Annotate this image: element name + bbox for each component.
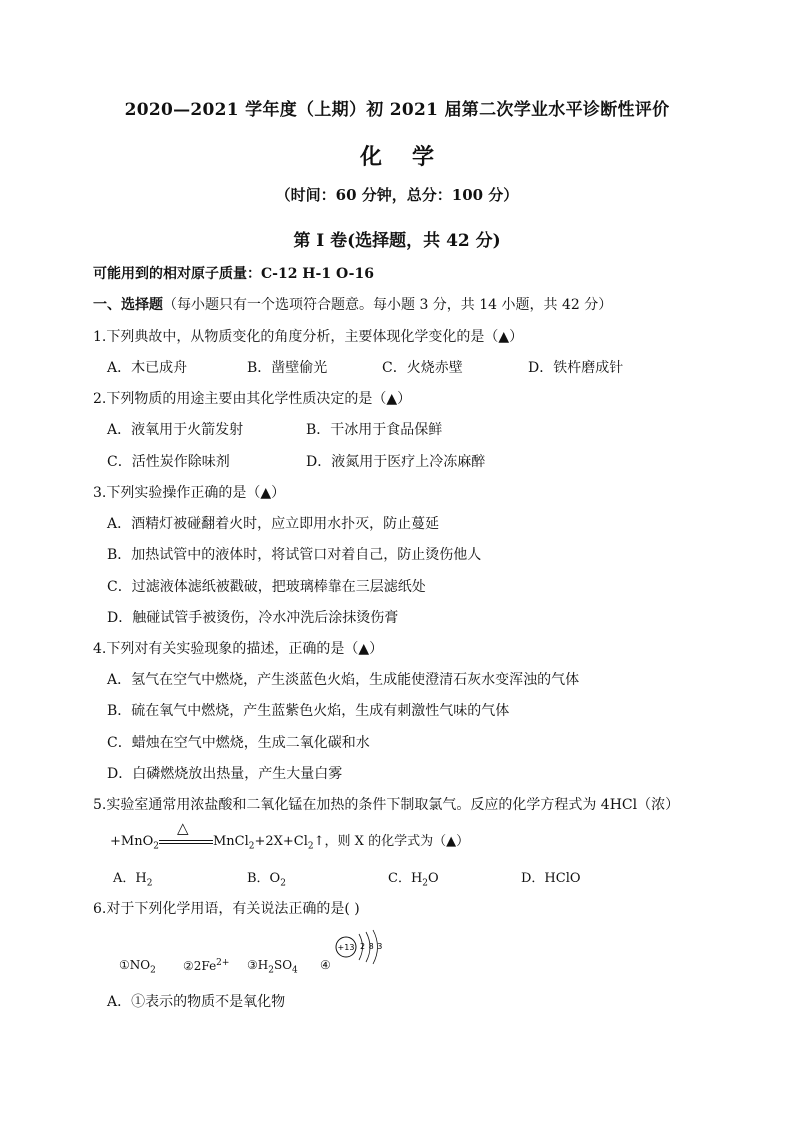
q2-option-a: A．液氧用于火箭发射 <box>107 422 244 438</box>
q6-stem: 6.对于下列化学用语，有关说法正确的是( ) <box>93 901 360 917</box>
equals-line-top <box>159 840 213 841</box>
atom-structure-diagram <box>333 928 393 972</box>
q5-option-d: D．HClO <box>521 871 581 886</box>
heat-condition-arrow <box>159 818 213 849</box>
q3-option-d: D．触碰试管手被烫伤，冷水冲洗后涂抹烫伤膏 <box>107 610 399 626</box>
part1-label: 一、选择题 <box>93 297 163 313</box>
q1-option-c: C．火烧赤壁 <box>382 360 463 376</box>
q1-option-d: D．铁杵磨成针 <box>528 360 624 376</box>
subject-title: 化学 <box>359 144 464 170</box>
exam-time-info: （时间：60 分钟，总分：100 分） <box>275 186 519 204</box>
part1-heading <box>93 294 612 314</box>
part1-desc: （每小题只有一个选项符合题意。每小题 3 分，共 14 小题，共 42 分） <box>163 297 613 313</box>
q2-option-d: D．液氮用于医疗上冷冻麻醉 <box>306 454 486 470</box>
q3-stem: 3.下列实验操作正确的是（▲） <box>93 485 286 501</box>
q5-option-a: A．$H_2$ <box>113 871 153 889</box>
q6-item-2: $②2Fe^{2+}$ <box>183 958 230 973</box>
q6-item-1: $①NO_2$ <box>119 958 156 976</box>
atomic-mass-line: 可能用到的相对原子质量：C-12 H-1 O-16 <box>93 266 374 282</box>
q3-option-c: C．过滤液体滤纸被戳破，把玻璃棒靠在三层滤纸处 <box>107 579 426 595</box>
q3-option-a: A．酒精灯被碰翻着火时，应立即用水扑灭，防止蔓延 <box>107 516 440 532</box>
electron-counts: 2 8 3 <box>360 942 383 951</box>
equals-line-bottom <box>159 843 213 844</box>
q5-option-c: C．$H_2O$ <box>388 871 439 889</box>
exam-title: 2020—2021 学年度（上期）初 2021 届第二次学业水平诊断性评价 <box>124 100 670 120</box>
q6-option-a: A．①表示的物质不是氧化物 <box>107 994 286 1010</box>
q1-option-a: A．木已成舟 <box>107 360 188 376</box>
q5-equation: +MnO$_2$ △ $MnCl_2+2X+Cl_2↑$，则 X 的化学式为（▲） <box>110 818 470 852</box>
q6-item-3: $③H_2SO_4$ <box>247 958 298 976</box>
q2-stem: 2.下列物质的用途主要由其化学性质决定的是（▲） <box>93 391 412 407</box>
q1-stem: 1.下列典故中，从物质变化的角度分析，主要体现化学变化的是（▲） <box>93 329 524 345</box>
section-title: 第 I 卷(选择题，共 42 分) <box>293 231 501 251</box>
q1-option-b: B．凿壁偷光 <box>247 360 328 376</box>
heating-triangle-icon: △ <box>176 818 189 837</box>
nucleus-charge: +13 <box>337 943 355 952</box>
q4-option-c: C．蜡烛在空气中燃烧，生成二氧化碳和水 <box>107 735 370 751</box>
q5-stem: 5.实验室通常用浓盐酸和二氧化锰在加热的条件下制取氯气。反应的化学方程式为 4HCl（浓） <box>93 797 680 813</box>
q3-option-b: B．加热试管中的液体时，将试管口对着自己，防止烫伤他人 <box>107 547 482 563</box>
q2-option-c: C．活性炭作除味剂 <box>107 454 230 470</box>
q6-item-4: ④ <box>320 958 331 972</box>
q4-stem: 4.下列对有关实验现象的描述，正确的是（▲） <box>93 641 384 657</box>
q4-option-d: D．白磷燃烧放出热量，产生大量白雾 <box>107 766 343 782</box>
q2-option-b: B．干冰用于食品保鲜 <box>306 422 443 438</box>
q5-option-b: B．$O_2$ <box>247 871 286 889</box>
q4-option-b: B．硫在氧气中燃烧，产生蓝紫色火焰，生成有刺激性气味的气体 <box>107 703 510 719</box>
q4-option-a: A．氢气在空气中燃烧，产生淡蓝色火焰，生成能使澄清石灰水变浑浊的气体 <box>107 672 580 688</box>
